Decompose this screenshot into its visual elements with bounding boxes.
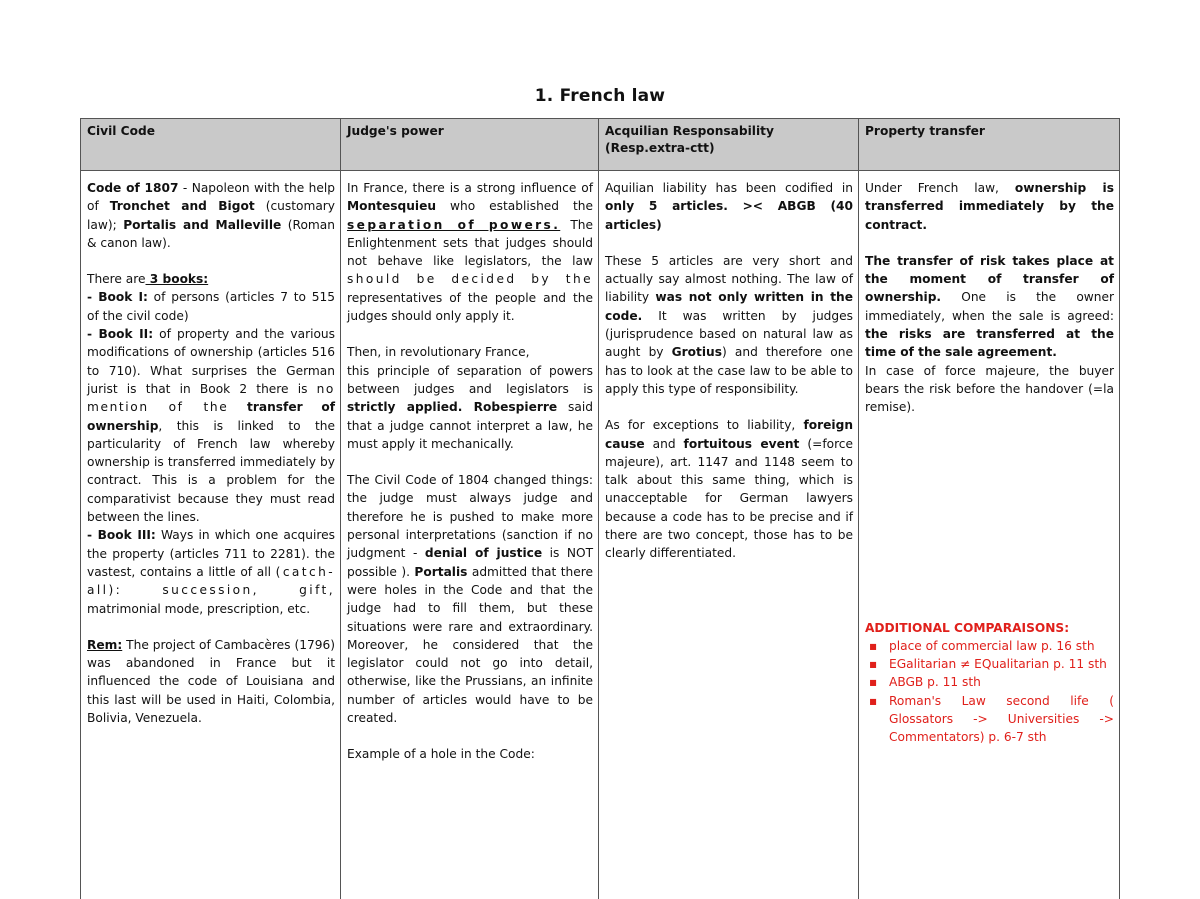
header-civil-code: Civil Code (81, 119, 341, 171)
list-item: ▪ Roman's Law second life ( Glossators -> Universities -> Commentators) p. 6-7 sth (889, 692, 1114, 747)
comparison-table (80, 118, 1120, 899)
paragraph-aquilian-liability: Aquilian liability has been codified in only 5 articles. >< ABGB (40 articles) (605, 181, 853, 232)
paragraph-book-3: - Book III: Ways in which one acquires the property (articles 711 to 2281). the vastest, contains a little of all (catch-all): succession, gift, matrimonial mode, prescription, etc. (87, 528, 335, 616)
paragraph-book-1: - Book I: of persons (articles 7 to 515 of the civil code) (87, 290, 336, 323)
list-item: ▪ ABGB p. 11 sth (889, 673, 1114, 691)
header-acquilian-responsability: Acquilian Responsability (Resp.extra-ctt) (599, 119, 859, 171)
paragraph-books: There are 3 books: (87, 272, 209, 287)
cell-property-transfer (859, 179, 1120, 899)
header-judges-power: Judge's power (341, 119, 599, 171)
table-spacer-row (81, 171, 1120, 180)
additional-comparaisons-list (865, 637, 1114, 747)
paragraph-ownership: Under French law, ownership is transferred immediately by the contract. (865, 181, 1114, 232)
cell-civil-code (81, 179, 341, 899)
cell-acquilian-responsability (599, 179, 859, 899)
paragraph-civil-code-1804: The Civil Code of 1804 changed things: the judge must always judge and therefore he is pushed to make more personal interpretations (sanction if no judgment - denial of justice is NOT possible ). Portalis admitted that there were holes in the Code and that the judge had to fill them, but these situations were rare and extraordinary. Moreover, he considered that the legislator could not go into detail, otherwise, like the Prussians, an infinite number of articles would have to be created. (347, 473, 594, 726)
table-header-row (81, 119, 1120, 171)
page-title: 1. French law (534, 86, 666, 106)
paragraph-five-articles: These 5 articles are very short and actually say almost nothing. The law of liability was not only written in the code. It was written by judges (jurisprudence based on natural law as aught by Grotius) and therefore one has to look at the case law to be able to apply this type of responsibility. (605, 253, 853, 396)
paragraph-force-majeure: In case of force majeure, the buyer bears the risk before the handover (=la remise). (865, 363, 1114, 415)
paragraph-montesquieu: In France, there is a strong influence of Montesquieu who established the separation of powers. The Enlightenment sets that judges should not behave like legislators, the law should be decided by the representatives of the people and the judges should only apply it. (347, 181, 593, 324)
cell-judges-power (341, 179, 599, 899)
table-row (81, 179, 1120, 899)
paragraph-hole-example: Example of a hole in the Code: (347, 747, 535, 762)
paragraph-rem: Rem: The project of Cambacères (1796) was abandoned in France but it influenced the code of Louisiana and this last will be used in Haiti, Colombia, Bolivia, Venezuela. (87, 637, 335, 726)
additional-comparaisons-title: ADDITIONAL COMPARAISONS: (865, 620, 1070, 635)
list-item: ▪ EGalitarian ≠ EQualitarian p. 11 sth (889, 655, 1114, 673)
paragraph-exceptions: As for exceptions to liability, foreign cause and fortuitous event (=force majeure), art. 1147 and 1148 seem to talk about this same thing, which is unacceptable for German lawyers because a code has to be precise and if there are two concept, those has to be clearly differentiated. (605, 418, 854, 561)
additional-comparaisons (865, 619, 1114, 747)
paragraph-book-2: - Book II: of property and the various modifications of ownership (articles 516 to 710). What surprises the German jurist is that in Book 2 there is no mention of the transfer of ownership, this is linked to the particularity of French law whereby ownership is transferred immediately by contract. This is a problem for the comparativist because they must read between the lines. (87, 327, 336, 525)
paragraph-transfer-of-risk: The transfer of risk takes place at the moment of transfer of ownership. One is the owner immediately, when the sale is agreed: the risks are transferred at the time of the sale agreement. (865, 253, 1114, 360)
paragraph-revolutionary-france: Then, in revolutionary France, this principle of separation of powers between judges and legislators is strictly applied. Robespierre said that a judge cannot interpret a law, he must apply it mechanically. (347, 345, 593, 451)
paragraph-code-1807: Code of 1807 - Napoleon with the help of Tronchet and Bigot (customary law); Portalis and Malleville (Roman & canon law). (87, 181, 336, 250)
list-item: ▪ place of commercial law p. 16 sth (889, 637, 1114, 655)
header-property-transfer: Property transfer (859, 119, 1120, 171)
